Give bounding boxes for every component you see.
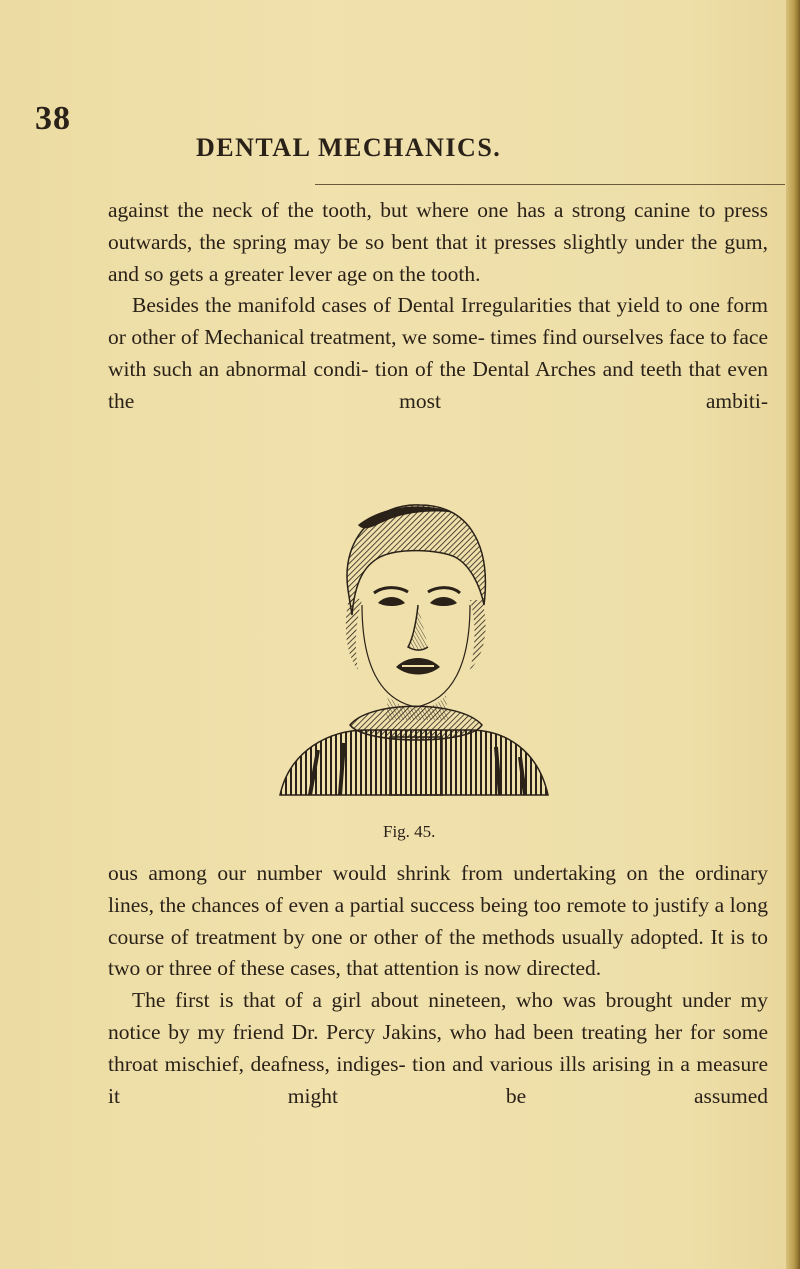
paragraph: ous among our number would shrink from undertaking on the ordinary lines, the chances of even a partial success being too remote to justify a long course of treatment by one or other of the methods usually adopted. It is to two or three of these cases, that attention is now directed.: [108, 861, 768, 981]
page-binding-edge: [786, 0, 800, 1269]
page-number: 38: [35, 100, 71, 137]
portrait-engraving-icon: [270, 495, 550, 805]
figure-portrait: [270, 495, 550, 805]
paragraph: The first is that of a girl about nineteen, who was brought under my notice by my friend Dr. Percy Jakins, who had been treating her for some throat mischief, deafness, indiges- tion and various ills arising in a measure it might be assumed: [108, 988, 768, 1108]
paragraph: Besides the manifold cases of Dental Irregularities that yield to one form or other of Mechanical treatment, we some- times find ourselves face to face with such an abnormal condi- tion of the Dental Arches and teeth that even the most ambiti-: [108, 293, 768, 413]
body-text-top: [108, 195, 768, 418]
paragraph: against the neck of the tooth, but where one has a strong canine to press outwards, the spring may be so bent that it presses slightly under the gum, and so gets a greater lever age on the tooth.: [108, 198, 768, 286]
header-rule: [315, 184, 785, 185]
body-text-bottom: [108, 858, 768, 1112]
running-head: DENTAL MECHANICS.: [196, 133, 502, 162]
figure-caption: Fig. 45.: [383, 822, 436, 841]
